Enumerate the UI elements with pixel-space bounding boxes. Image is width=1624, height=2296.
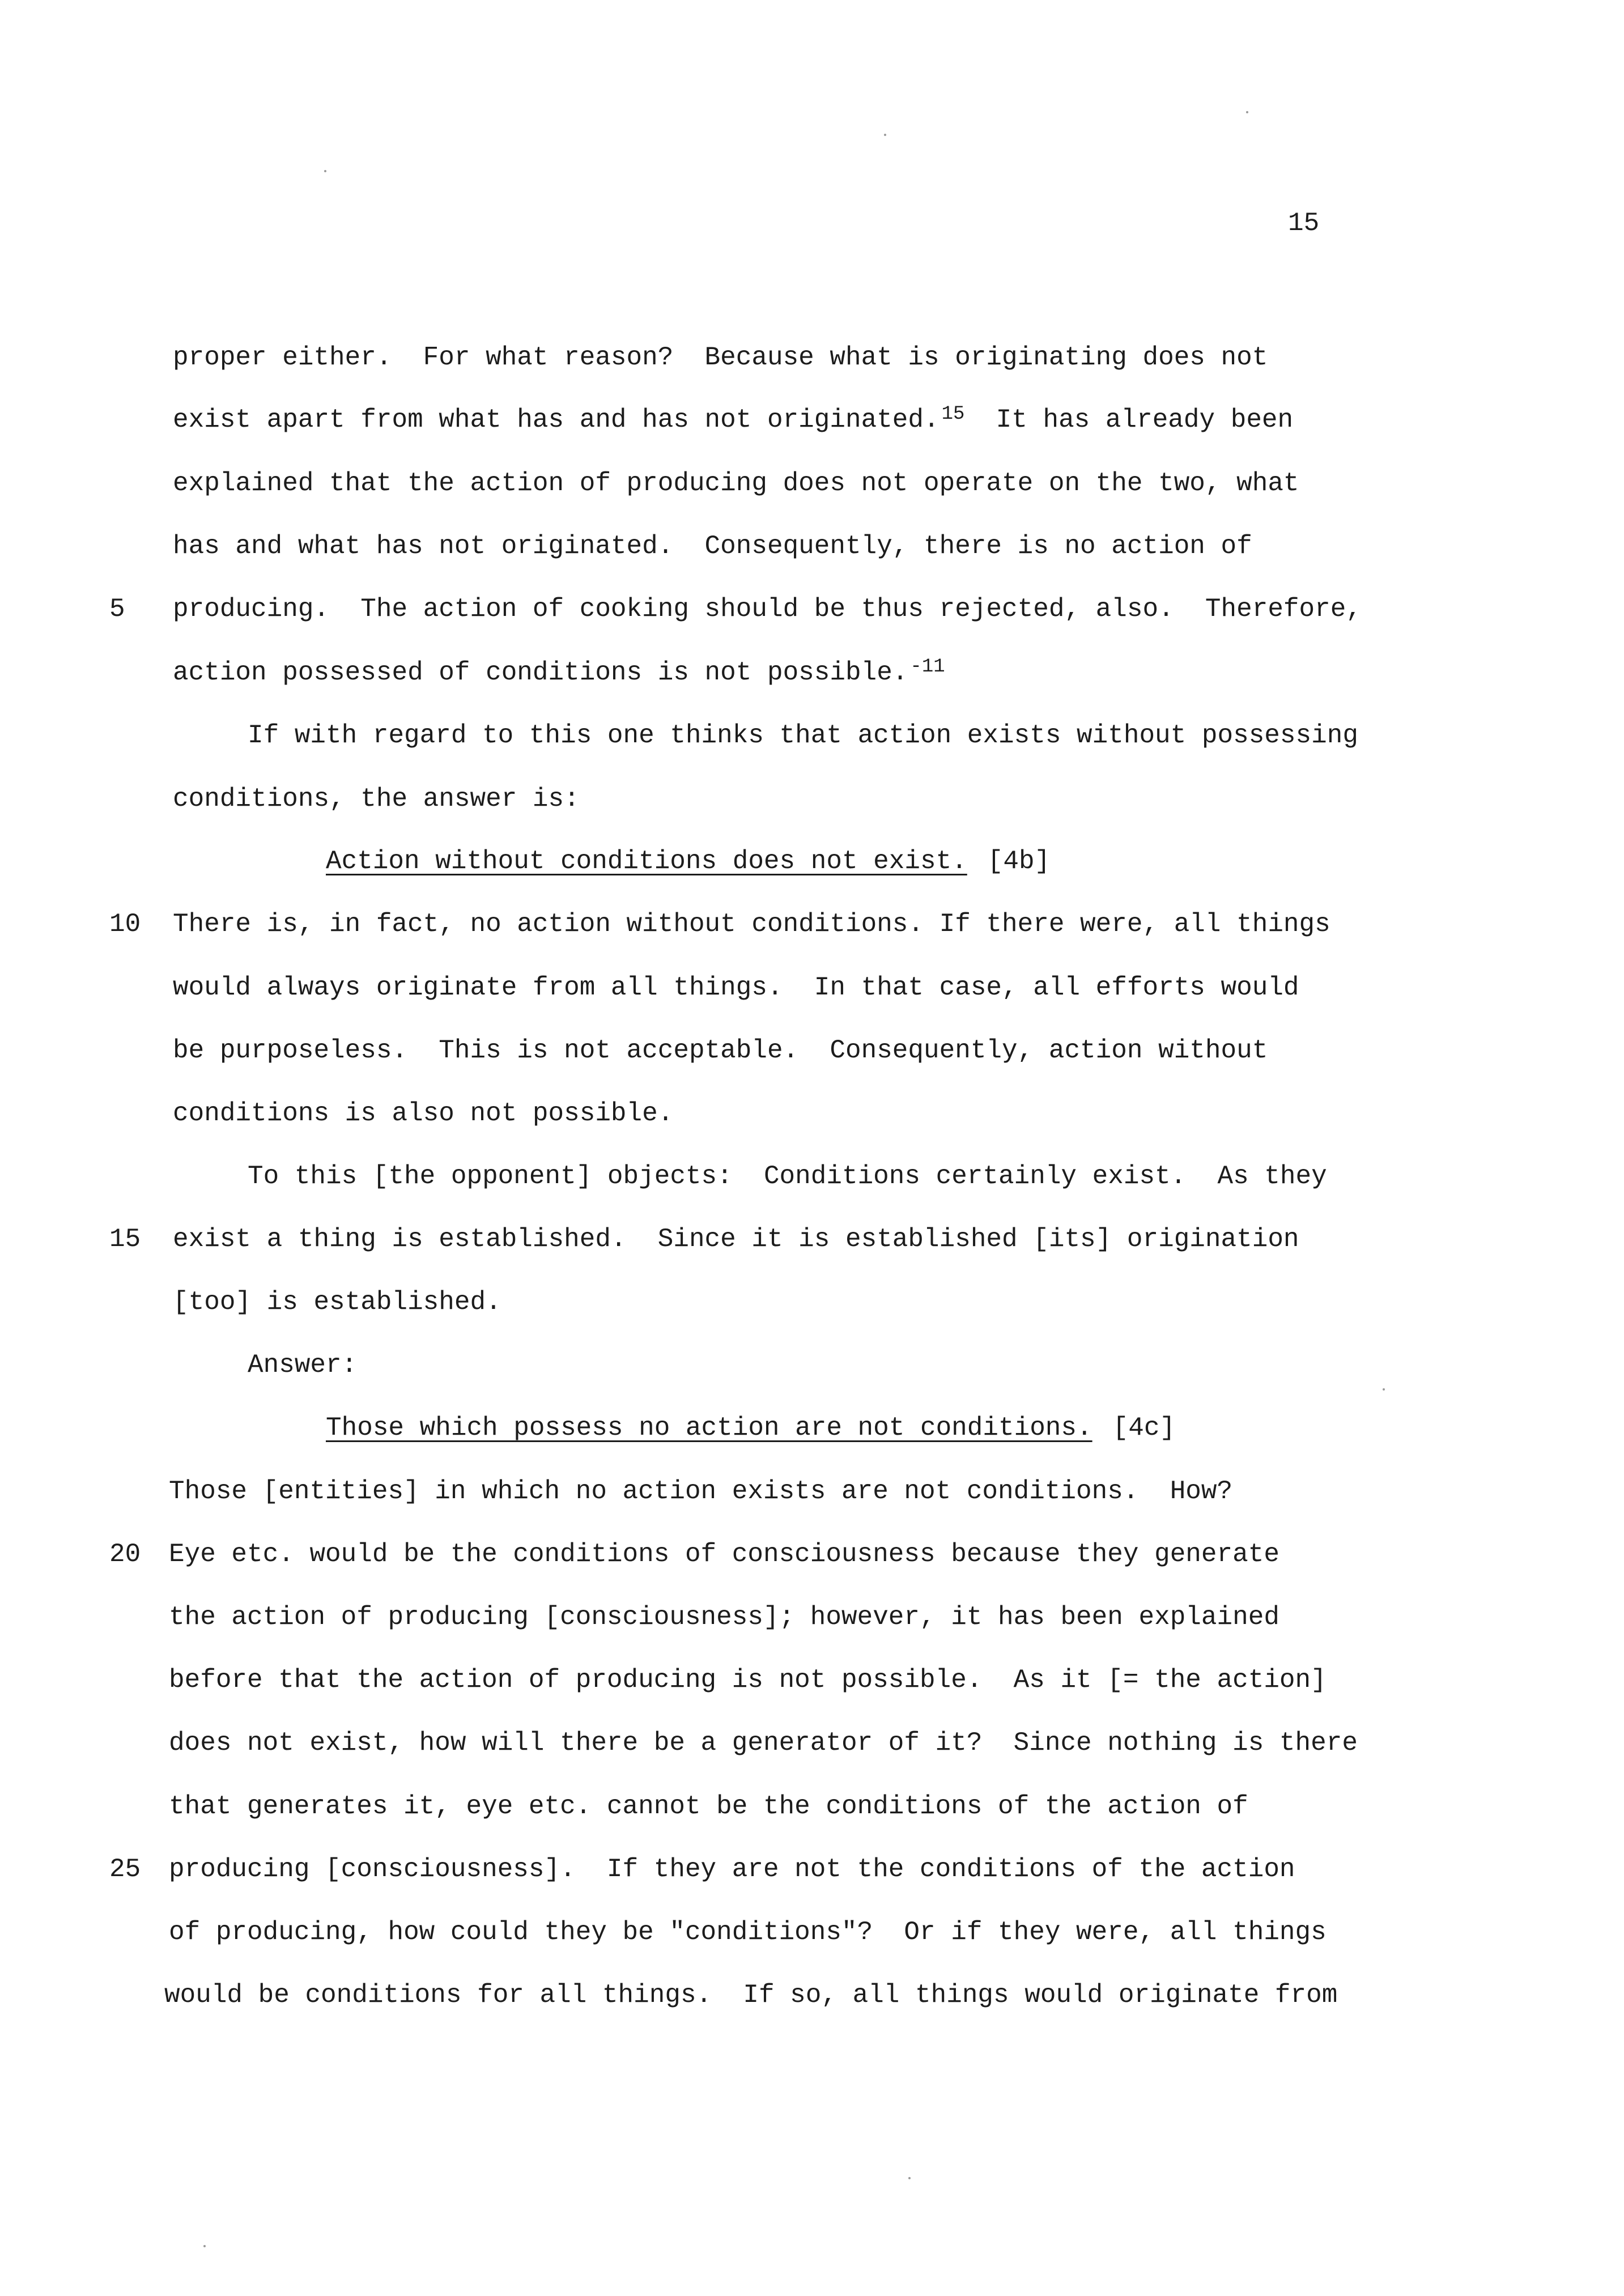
line-text: exist a thing is established. Since it is established [its] origination [173,1224,1299,1254]
line-text [173,400,1293,442]
scan-speck [1246,111,1248,113]
text-line [0,1723,1624,1763]
line-text: conditions, the answer is: [173,784,580,814]
line-text: of producing, how could they be "conditions"? Or if they were, all things [169,1917,1327,1947]
line-text: Answer: [248,1350,358,1380]
text-line [0,1597,1624,1637]
text-line [0,589,1624,629]
footnote-marker: 15 [941,403,965,425]
footnote-marker: -11 [910,656,945,678]
text-line [0,1094,1624,1133]
line-text: before that the action of producing is not possible. As it [= the action] [169,1665,1327,1695]
line-text: would be conditions for all things. If so, all things would originate from [164,1980,1338,2010]
text-line [0,1219,1624,1259]
scan-speck [203,2245,206,2247]
scan-speck [908,2177,911,2179]
line-text: There is, in fact, no action without conditions. If there were, all things [173,909,1330,939]
line-text: conditions is also not possible. [173,1099,674,1128]
line-number: 25 [109,1855,141,1884]
verse-reference: [4c] [1112,1413,1176,1443]
line-text: does not exist, how will there be a generator of it? Since nothing is there [169,1728,1358,1758]
line-text: that generates it, eye etc. cannot be the conditions of the action of [169,1792,1248,1821]
line-text-after: It has already been [964,405,1294,435]
line-text-main: action possessed of conditions is not possible. [173,658,908,687]
line-number: 5 [109,594,125,624]
scan-speck [884,134,886,136]
line-text: If with regard to this one thinks that action exists without possessing [248,721,1358,750]
text-line [0,1282,1624,1322]
text-line [0,653,1624,692]
scan-speck [1383,1388,1385,1391]
text-line [0,1660,1624,1700]
scan-speck [324,170,326,172]
line-number: 20 [109,1540,141,1569]
line-text: would always originate from all things. In that case, all efforts would [173,973,1299,1002]
text-line [0,779,1624,819]
text-line [0,1787,1624,1826]
text-line [0,1912,1624,1952]
line-number: 15 [109,1224,141,1254]
line-number: 10 [109,909,141,939]
line-text: To this [the opponent] objects: Conditions certainly exist. As they [248,1162,1327,1191]
line-text [173,653,945,695]
verse-underlined: Action without conditions does not exist. [326,847,967,876]
text-line [0,338,1624,377]
text-line [0,1534,1624,1574]
line-text: the action of producing [consciousness]; however, it has been explained [169,1602,1279,1632]
line-text: producing. The action of cooking should be thus rejected, also. Therefore, [173,594,1362,624]
text-line [0,716,1624,755]
line-text-main: exist apart from what has and has not originated. [173,405,939,435]
verse-line [0,1408,1624,1448]
text-line [0,1975,1624,2015]
text-line [0,1345,1624,1385]
line-text: has and what has not originated. Consequently, there is no action of [173,532,1252,561]
verse-underlined: Those which possess no action are not conditions. [326,1413,1092,1443]
page-number: 15 [1288,209,1320,238]
verse-text [326,1408,1175,1448]
text-line [0,1031,1624,1070]
line-text: proper either. For what reason? Because what is originating does not [173,343,1268,372]
text-line [0,464,1624,503]
verse-text [326,841,1050,881]
text-line [0,904,1624,944]
line-text: [too] is established. [173,1287,501,1317]
text-line [0,526,1624,566]
text-line [0,1472,1624,1511]
verse-reference: [4b] [987,847,1051,876]
text-line [0,1849,1624,1889]
line-text: be purposeless. This is not acceptable. Consequently, action without [173,1036,1268,1065]
text-line [0,1156,1624,1196]
text-line [0,968,1624,1007]
line-text: explained that the action of producing does not operate on the two, what [173,469,1299,498]
line-text: producing [consciousness]. If they are not the conditions of the action [169,1855,1295,1884]
verse-line [0,841,1624,881]
text-line [0,400,1624,440]
line-text: Those [entities] in which no action exists are not conditions. How? [169,1477,1233,1506]
line-text: Eye etc. would be the conditions of consciousness because they generate [169,1540,1279,1569]
